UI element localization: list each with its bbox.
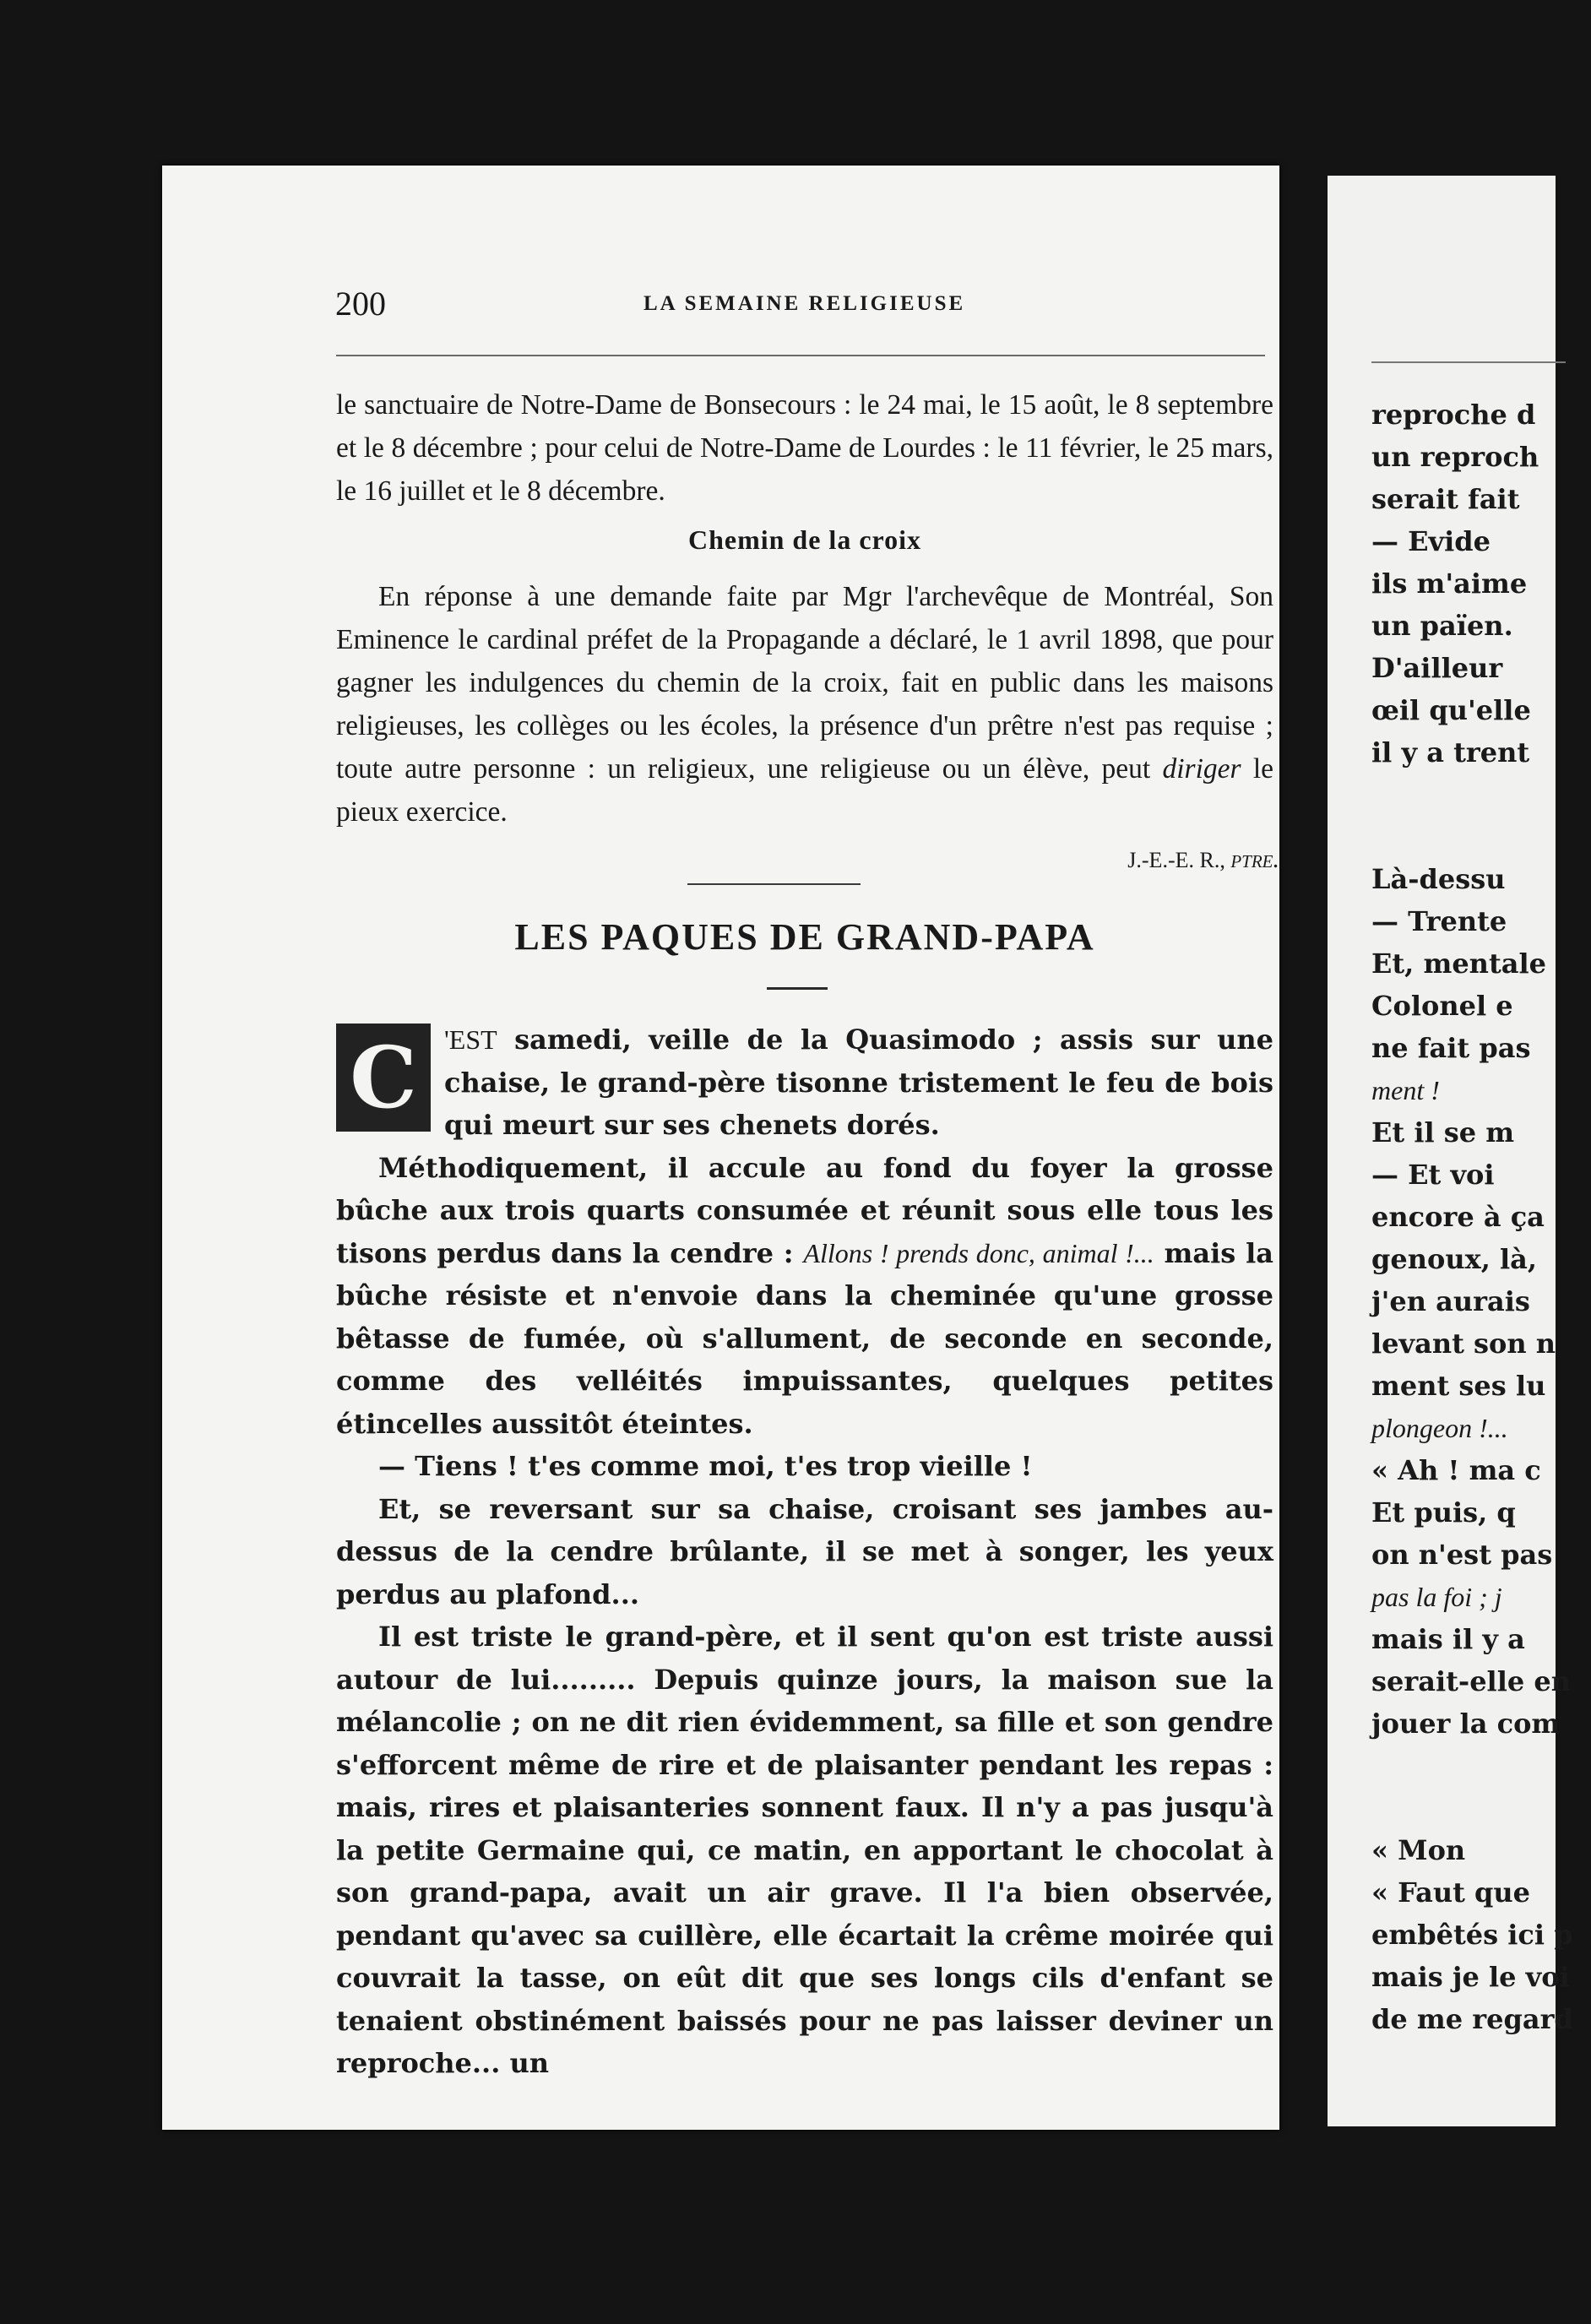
story-paragraph-3: — Tiens ! t'es comme moi, t'es trop vieille ! — [378, 1450, 1033, 1482]
right-page-line: — Et voi — [1371, 1159, 1495, 1191]
signature — [857, 845, 1279, 874]
ornamental-dropcap — [336, 1024, 431, 1132]
intro-paragraph: le sanctuaire de Notre-Dame de Bonsecours : le 24 mai, le 15 août, le 8 septembre et le 8 décembre ; pour celui de Notre-Dame de Lourdes : le 11 février, le 25 mars, le 16 juillet et le 8 décembre. — [336, 389, 1273, 507]
paragraph-2-text-b: mais la bûche résiste et n'envoie dans la cheminée qu'une grosse bêtasse de fumée, où s'allument, de seconde en seconde, comme des velléités impuissantes, quelques petites étincelles aussitôt éteintes. — [336, 1236, 1274, 1440]
right-page-line: jouer la com — [1371, 1708, 1561, 1740]
story-paragraph-5: Il est triste le grand-père, et il sent qu'on est triste aussi autour de lui......... Depuis quinze jours, la maison sue la mélancolie ; on ne dit rien évidemment, sa fille et son gendre s'efforcent même de rire et de plaisanter pendant les repas : mais, rires et plaisanteries sonnent faux. Il n'y a pas jusqu'à la petite Germaine qui, ce matin, en apportant le chocolat à son grand-papa, avait un air grave. Il l'a bien observée, pendant qu'avec sa cuillère, elle écartait la crême moirée qui couvrait la tasse, on eût dit que ses longs cils d'enfant se tenaient obstinément baissés pour ne pas laisser deviner un reproche... un — [336, 1621, 1273, 2079]
dropcap-letter: C — [350, 1028, 417, 1127]
signature-suffix: ptre. — [1230, 845, 1279, 873]
right-page-fragment — [1328, 176, 1573, 2126]
right-page-line: « Mon — [1371, 1834, 1466, 1866]
right-page-line: encore à ça — [1371, 1201, 1545, 1233]
right-page-line: plongeon !... — [1371, 1413, 1508, 1443]
right-page-line: Et il se m — [1371, 1116, 1515, 1148]
right-page-line: embêtés ici p — [1371, 1919, 1573, 1951]
paragraph-lead: 'EST — [444, 1024, 497, 1055]
story-paragraph-4: Et, se reversant sur sa chaise, croisant ses jambes au-dessus de la cendre brûlante, il se met à songer, les yeux perdus au plafond... — [336, 1492, 1273, 1610]
right-page-line: levant son n — [1371, 1328, 1556, 1360]
paragraph-2-italic: Allons ! prends donc, animal !... — [803, 1237, 1154, 1268]
right-page-line: on n'est pas — [1371, 1539, 1553, 1571]
right-page-line: ment ! — [1371, 1075, 1440, 1105]
right-page-rule — [1371, 361, 1566, 363]
right-page-line: ne fait pas — [1371, 1032, 1531, 1064]
right-page-line: — Evide — [1371, 525, 1491, 557]
section-italic-word: diriger — [1162, 753, 1241, 785]
section-title: Chemin de la croix — [687, 524, 922, 555]
right-page-line: « Faut que — [1371, 1876, 1531, 1909]
signature-initials: J.-E.-E. R., — [1127, 848, 1225, 872]
running-title: LA SEMAINE RELIGIEUSE — [643, 292, 966, 315]
story-paragraph-1 — [336, 1018, 1273, 1147]
right-page-line: Et puis, q — [1371, 1496, 1516, 1529]
right-page-line: de me regard — [1371, 2003, 1573, 2035]
section-divider — [687, 883, 861, 885]
right-page-line: œil qu'elle — [1371, 694, 1531, 726]
right-page-line: D'ailleur — [1371, 652, 1503, 684]
story-paragraph-2 — [336, 1147, 1273, 1446]
article-body — [336, 1018, 1273, 2085]
right-page-line: ment ses lu — [1371, 1370, 1546, 1402]
right-page-line: « Ah ! ma c — [1371, 1454, 1541, 1486]
left-page — [162, 166, 1279, 2130]
right-page-line: Là-dessu — [1371, 863, 1506, 895]
section-paragraph — [336, 575, 1273, 833]
paragraph-2-text-a: Méthodiquement, il accule au fond du foyer la grosse bûche aux trois quarts consumée et réunit sous elle tous les tisons perdus dans la cendre : — [336, 1151, 1273, 1269]
right-page-line: serait-elle en — [1371, 1665, 1571, 1697]
right-page-line: mais je le voi — [1371, 1961, 1570, 1993]
right-page-line: genoux, là, — [1371, 1243, 1537, 1275]
right-page-line: j'en aurais — [1371, 1285, 1530, 1317]
section-text-2: le pieux exercice. — [336, 753, 1273, 828]
right-page-line: pas la foi ; j — [1371, 1582, 1502, 1612]
right-page-line: Colonel e — [1371, 990, 1513, 1022]
right-page-line: mais il y a — [1371, 1623, 1525, 1655]
title-divider — [767, 987, 828, 990]
right-page-line: il y a trent — [1371, 736, 1530, 768]
right-page-line: ils m'aime — [1371, 567, 1528, 600]
right-page-line: Et, mentale — [1371, 948, 1546, 980]
right-page-line: reproche d — [1371, 399, 1536, 431]
right-page-line: serait fait — [1371, 483, 1520, 515]
paragraph-1-text: samedi, veille de la Quasimodo ; assis sur une chaise, le grand-père tisonne tristement le feu de bois qui meurt sur ses chenets dorés. — [444, 1024, 1273, 1141]
right-page-line: un reproch — [1371, 441, 1539, 473]
header-rule — [336, 355, 1265, 356]
page-number: 200 — [335, 285, 386, 323]
page-header — [162, 275, 1279, 326]
section-text-1: En réponse à une demande faite par Mgr l'archevêque de Montréal, Son Eminence le cardinal préfet de la Propagande a déclaré, le 1 avril 1898, que pour gagner les indulgences du chemin de la croix, fait en public dans les maisons religieuses, les collèges ou les écoles, la présence d'un prêtre n'est pas requise ; toute autre personne : un religieux, une religieuse ou un élève, peut — [336, 581, 1273, 785]
right-page-line: — Trente — [1371, 905, 1507, 937]
right-page-line: un païen. — [1371, 610, 1513, 642]
article-title: LES PAQUES DE GRAND-PAPA — [514, 916, 1095, 958]
